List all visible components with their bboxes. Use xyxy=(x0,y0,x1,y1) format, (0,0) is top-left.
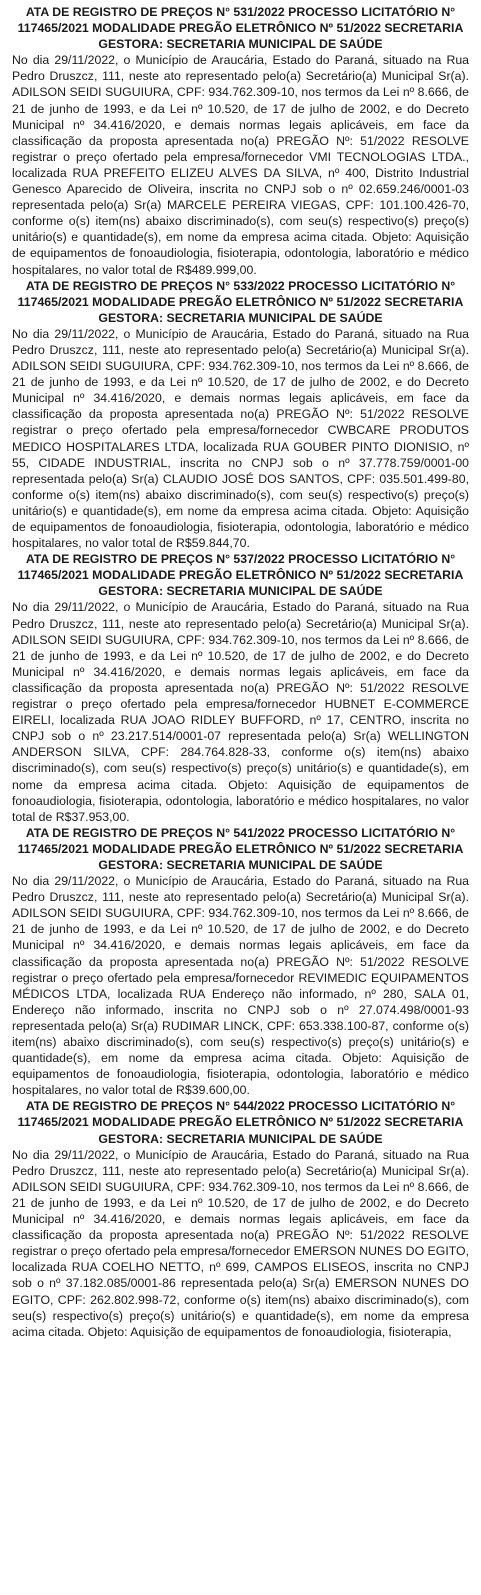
notice-body: No dia 29/11/2022, o Município de Araucária, Estado do Paraná, situado na Rua Pedro Druszcz, 111, neste ato representado pelo(a) Secretário(a) Municipal Sr(a). ADILSON SEIDI SUGUIURA, CPF: 934.762.309-10, nos termos da Lei nº 8.666, de 21 de junho de 1993, e da Lei nº 10.520, de 17 de julho de 2002, e do Decreto Municipal nº 34.416/2020, e demais normas legais aplicáveis, em face da classificação da proposta apresentada no(a) PREGÃO Nº: 51/2022 RESOLVE registrar o preço ofertado pela empresa/fornecedor CWBCARE PRODUTOS MEDICO HOSPITALARES LTDA, localizada RUA GOUBER PINTO DIONISIO, nº 55, CIDADE INDUSTRIAL, inscrita no CNPJ sob o nº 37.778.759/0001-00 representada pelo(a) Sr(a) CLAUDIO JOSÉ DOS SANTOS, CPF: 035.501.499-80, conforme o(s) item(ns) abaixo discriminado(s), com seu(s) respectivo(s) preço(s) unitário(s) e quantidade(s), em nome da empresa acima citada. Objeto: Aquisição de equipamentos de fonoaudiologia, fisioterapia, odontologia, laboratório e médico hospitalares, no valor total de R$59.844,70. xyxy=(12,326,469,551)
notice-title: ATA DE REGISTRO DE PREÇOS N° 533/2022 PROCESSO LICITATÓRIO N° 117465/2021 MODALIDADE PREGÃO ELETRÔNICO Nº 51/2022 SECRETARIA GESTORA: SECRETARIA MUNICIPAL DE SAÚDE xyxy=(17,278,464,325)
notice-title: ATA DE REGISTRO DE PREÇOS N° 537/2022 PROCESSO LICITATÓRIO N° 117465/2021 MODALIDADE PREGÃO ELETRÔNICO Nº 51/2022 SECRETARIA GESTORA: SECRETARIA MUNICIPAL DE SAÚDE xyxy=(17,552,464,599)
notice-body: No dia 29/11/2022, o Município de Araucária, Estado do Paraná, situado na Rua Pedro Druszcz, 111, neste ato representado pelo(a) Secretário(a) Municipal Sr(a). ADILSON SEIDI SUGUIURA, CPF: 934.762.309-10, nos termos da Lei nº 8.666, de 21 de junho de 1993, e da Lei nº 10.520, de 17 de julho de 2002, e do Decreto Municipal nº 34.416/2020, e demais normas legais aplicáveis, em face da classificação da proposta apresentada no(a) PREGÃO Nº: 51/2022 RESOLVE registrar o preço ofertado pela empresa/fornecedor HUBNET E-COMMERCE EIRELI, localizada RUA JOAO RIDLEY BUFFORD, nº 17, CENTRO, inscrita no CNPJ sob o nº 23.217.514/0001-07 representada pelo(a) Sr(a) WELLINGTON ANDERSON SILVA, CPF: 284.764.828-33, conforme o(s) item(ns) abaixo discriminado(s), com seu(s) respectivo(s) preço(s) unitário(s) e quantidade(s), em nome da empresa acima citada. Objeto: Aquisição de equipamentos de fonoaudiologia, fisioterapia, odontologia, laboratório e médico hospitalares, no valor total de R$37.953,00. xyxy=(12,600,469,824)
notice-ata-541 xyxy=(12,825,469,1099)
notice-title: ATA DE REGISTRO DE PREÇOS N° 531/2022 PROCESSO LICITATÓRIO N° 117465/2021 MODALIDADE PREGÃO ELETRÔNICO Nº 51/2022 SECRETARIA GESTORA: SECRETARIA MUNICIPAL DE SAÚDE xyxy=(17,5,464,52)
notice-ata-537 xyxy=(12,551,469,825)
notice-title: ATA DE REGISTRO DE PREÇOS N° 544/2022 PROCESSO LICITATÓRIO N° 117465/2021 MODALIDADE PREGÃO ELETRÔNICO Nº 51/2022 SECRETARIA GESTORA: SECRETARIA MUNICIPAL DE SAÚDE xyxy=(17,1099,464,1146)
notice-ata-544 xyxy=(12,1098,469,1339)
notice-body: No dia 29/11/2022, o Município de Araucária, Estado do Paraná, situado na Rua Pedro Druszcz, 111, neste ato representado pelo(a) Secretário(a) Municipal Sr(a). ADILSON SEIDI SUGUIURA, CPF: 934.762.309-10, nos termos da Lei nº 8.666, de 21 de junho de 1993, e da Lei nº 10.520, de 17 de julho de 2002, e do Decreto Municipal nº 34.416/2020, e demais normas legais aplicáveis, em face da classificação da proposta apresentada no(a) PREGÃO Nº: 51/2022 RESOLVE registrar o preço ofertado pela empresa/fornecedor EMERSON NUNES DO EGITO, localizada RUA COELHO NETTO, nº 699, CAMPOS ELISEOS, inscrita no CNPJ sob o nº 37.182.085/0001-86 representada pelo(a) Sr(a) EMERSON NUNES DO EGITO, CPF: 262.802.998-72, conforme o(s) item(ns) abaixo discriminado(s), com seu(s) respectivo(s) preço(s) unitário(s) e quantidade(s), em nome da empresa acima citada. Objeto: Aquisição de equipamentos de fonoaudiologia, fisioterapia, xyxy=(12,1147,469,1339)
notice-ata-531 xyxy=(12,4,469,278)
notice-body: No dia 29/11/2022, o Município de Araucária, Estado do Paraná, situado na Rua Pedro Druszcz, 111, neste ato representado pelo(a) Secretário(a) Municipal Sr(a). ADILSON SEIDI SUGUIURA, CPF: 934.762.309-10, nos termos da Lei nº 8.666, de 21 de junho de 1993, e da Lei nº 10.520, de 17 de julho de 2002, e do Decreto Municipal nº 34.416/2020, e demais normas legais aplicáveis, em face da classificação da proposta apresentada no(a) PREGÃO Nº: 51/2022 RESOLVE registrar o preço ofertado pela empresa/fornecedor VMI TECNOLOGIAS LTDA., localizada RUA PREFEITO ELIZEU ALVES DA SILVA, nº 400, Distrito Industrial Genesco Aparecido de Oliveira, inscrita no CNPJ sob o nº 02.659.246/0001-03 representada pelo(a) Sr(a) MARCELE PEREIRA VIEGAS, CPF: 101.100.426-70, conforme o(s) item(ns) abaixo discriminado(s), com seu(s) respectivo(s) preço(s) unitário(s) e quantidade(s), em nome da empresa acima citada. Objeto: Aquisição de equipamentos de fonoaudiologia, fisioterapia, odontologia, laboratório e médico hospitalares, no valor total de R$489.999,00. xyxy=(12,53,469,277)
notice-ata-533 xyxy=(12,278,469,552)
notice-title: ATA DE REGISTRO DE PREÇOS N° 541/2022 PROCESSO LICITATÓRIO N° 117465/2021 MODALIDADE PREGÃO ELETRÔNICO Nº 51/2022 SECRETARIA GESTORA: SECRETARIA MUNICIPAL DE SAÚDE xyxy=(17,825,464,872)
notice-body: No dia 29/11/2022, o Município de Araucária, Estado do Paraná, situado na Rua Pedro Druszcz, 111, neste ato representado pelo(a) Secretário(a) Municipal Sr(a). ADILSON SEIDI SUGUIURA, CPF: 934.762.309-10, nos termos da Lei nº 8.666, de 21 de junho de 1993, e da Lei nº 10.520, de 17 de julho de 2002, e do Decreto Municipal nº 34.416/2020, e demais normas legais aplicáveis, em face da classificação da proposta apresentada no(a) PREGÃO Nº: 51/2022 RESOLVE registrar o preço ofertado pela empresa/fornecedor REVIMEDIC EQUIPAMENTOS MÉDICOS LTDA, localizada RUA Endereço não informado, nº 280, SALA 01, Endereço não informado, inscrita no CNPJ sob o nº 27.074.498/0001-93 representada pelo(a) Sr(a) RUDIMAR LINCK, CPF: 653.338.100-87, conforme o(s) item(ns) abaixo discriminado(s), com seu(s) respectivo(s) preço(s) unitário(s) e quantidade(s), em nome da empresa acima citada. Objeto: Aquisição de equipamentos de fonoaudiologia, fisioterapia, odontologia, laboratório e médico hospitalares, no valor total de R$39.600,00. xyxy=(12,874,469,1098)
